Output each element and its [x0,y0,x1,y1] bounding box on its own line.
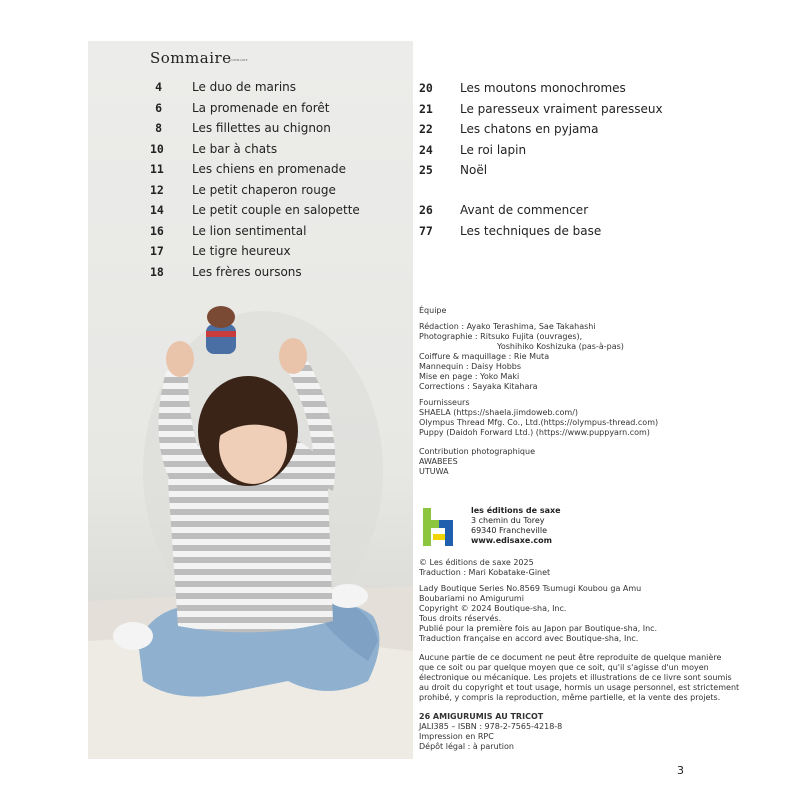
notice-line: prohibé, y compris la reproduction, même partielle, et la vente des projets. [419,693,721,702]
notice-line: que ce soit ou par quelque moyen que ce soit, qu'il s'agisse d'un moyen [419,663,709,672]
photo-contrib-heading: Contribution photographique [419,447,535,456]
toc-page-number: 14 [150,203,164,217]
depot-line: Dépôt légal : à parution [419,742,514,751]
supplier-item: Puppy (Daidoh Forward Ltd.) (https://www.puppyarn.com) [419,428,650,437]
toc-title: Sommaire [150,49,232,67]
impression-line: Impression en RPC [419,732,494,741]
page-number: 3 [677,764,684,777]
publisher-name: les éditions de saxe [471,506,561,515]
series-line: Boubariami no Amigurumi [419,594,524,603]
copyright-jp-line: Copyright © 2024 Boutique-sha, Inc. [419,604,567,613]
toc-item-label: Le lion sentimental [192,223,307,238]
toc-page-number: 26 [419,203,433,217]
toc-page-number: 11 [150,162,164,176]
copyright-line: © Les éditions de saxe 2025 [419,558,534,567]
toc-page-number: 22 [419,122,433,136]
publisher-block [419,506,619,550]
publisher-logo-icon [419,506,459,548]
toc-page-number: 21 [419,101,433,116]
toc-item-label: Le paresseux vraiment paresseux [460,101,663,116]
toc-page-number: 24 [419,142,433,157]
credit-coiffure: Coiffure & maquillage : Rie Muta [419,352,550,361]
toc-page-number: 6 [155,100,162,115]
toc-item-label: Le petit couple en salopette [192,203,360,217]
toc-item-label: Les techniques de base [460,223,602,238]
photo-contrib-item: AWABEES [419,457,458,466]
toc-page-number: 10 [150,141,164,156]
publisher-website-link[interactable]: www.edisaxe.com [471,536,552,545]
credit-redaction: Rédaction : Ayako Terashima, Sae Takahashi [419,322,596,331]
toc-page-number: 77 [419,223,433,238]
credit-photographie: Photographie : Ritsuko Fujita (ouvrages), [419,332,583,341]
toc-item-label: Les chatons en pyjama [460,122,599,136]
translation-agreement-line: Traduction française en accord avec Boutique-sha, Inc. [419,634,639,643]
series-line: Lady Boutique Series No.8569 Tsumugi Koubou ga Amu [419,584,642,593]
toc-item-label: Les frères oursons [192,264,302,279]
credit-corrections: Corrections : Sayaka Kitahara [419,382,538,391]
toc-item-label: Noël [460,163,488,177]
publisher-address-line: 69340 Francheville [471,526,547,535]
traduction-line: Traduction : Mari Kobatake-Ginet [419,568,551,577]
toc-item-label: Le petit chaperon rouge [192,182,336,197]
toc-page-number: 18 [150,264,164,279]
rights-line: Tous droits réservés. [419,614,502,623]
toc-item-label: Le roi lapin [460,142,527,157]
toc-item-label: Le tigre heureux [192,244,291,258]
toc-item-label: Les chiens en promenade [192,162,346,176]
team-heading: Équipe [419,306,447,315]
toc-item-label: Le duo de marins [192,80,297,94]
isbn-line: JALI385 – ISBN : 978-2-7565-4218-8 [419,722,563,731]
published-line: Publié pour la première fois au Japon par Boutique-sha, Inc. [419,624,658,633]
credits-block [419,306,694,477]
notice-line: Aucune partie de ce document ne peut être reproduite de quelque manière [419,653,722,662]
toc-page-number: 8 [155,121,162,135]
toc-page-number: 16 [150,223,164,238]
suppliers-heading: Fournisseurs [419,398,470,407]
book-title: 26 AMIGURUMIS AU TRICOT [419,712,544,721]
toc-item-label: Le bar à chats [192,141,278,156]
notice-line: électronique ou mécanique. Les projets et illustrations de ce livre sont soumis [419,673,732,682]
supplier-item: SHAELA (https://shaela.jimdoweb.com/) [419,408,579,417]
toc-page-number: 17 [150,244,164,258]
supplier-item: Olympus Thread Mfg. Co., Ltd.(https://olympus-thread.com) [419,418,659,427]
photo-contrib-item: UTUWA [419,467,449,476]
toc-page-number: 20 [419,81,433,95]
toc-item-label: Les fillettes au chignon [192,121,331,135]
notice-line: au droit du copyright et tout usage, hormis un usage personnel, est strictement [419,683,740,692]
credit-mise-en-page: Mise en page : Yoko Maki [419,372,520,381]
toc-page-number: 12 [150,182,164,197]
toc-page-number: 25 [419,163,433,177]
toc-item-label: Avant de commencer [460,203,589,217]
toc-subtitle: SOMMAIRE [229,58,248,62]
publisher-address [471,506,561,546]
toc-page-number: 4 [155,80,162,94]
credit-photographie-cont: Yoshihiko Koshizuka (pas-à-pas) [497,342,624,351]
credit-mannequin: Mannequin : Daisy Hobbs [419,362,522,371]
legal-block [419,558,740,752]
toc-item-label: La promenade en forêt [192,100,330,115]
publisher-address-line: 3 chemin du Torey [471,516,545,525]
toc-item-label: Les moutons monochromes [460,81,626,95]
